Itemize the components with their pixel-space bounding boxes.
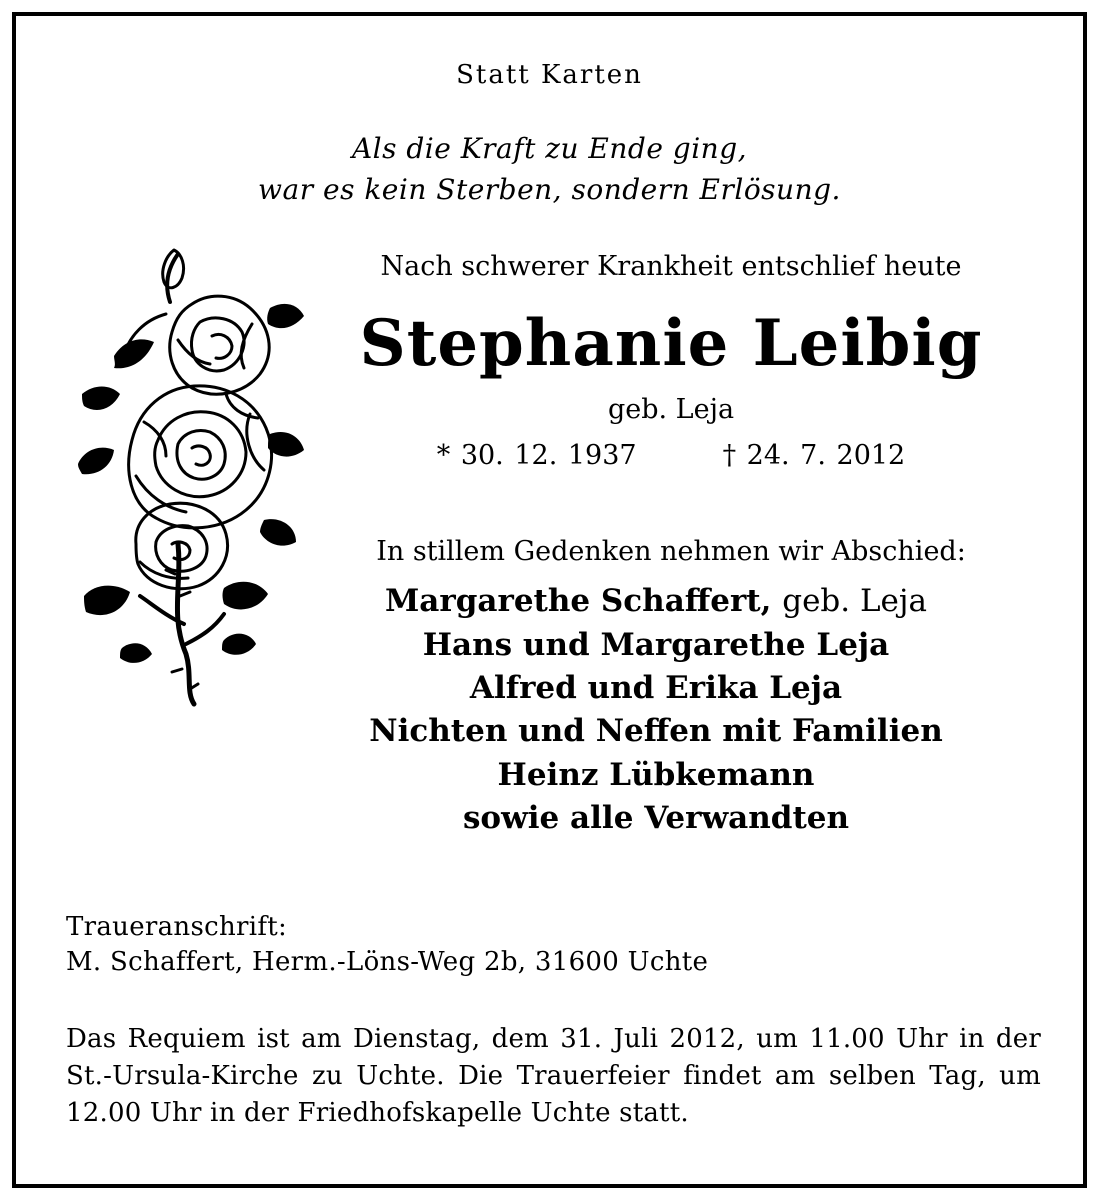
maiden-name: geb. Leja [607,394,735,425]
requiem-text: Das Requiem ist am Dienstag, dem 31. Juli 2012, um 11.00 Uhr in der St.-Ursula-Kirche zu Uchte. Die Trauerfeier findet am selben Tag, um 12.00 Uhr in der Friedhofskapelle Uchte statt. [66,1024,1041,1128]
address-label: Traueranschrift: [66,912,288,942]
mourner-name: Margarethe Schaffert, [384,583,772,619]
mourner-item [206,583,1099,619]
mourner-item [206,670,1099,706]
mourner-item [206,713,1099,749]
intro-text: Nach schwerer Krankheit entschlief heute [380,251,962,282]
life-dates [236,440,1099,471]
death-date: † 24. 7. 2012 [722,440,906,471]
mourner-item [206,627,1099,663]
mourner-name: Alfred und Erika Leja [469,670,843,706]
mourner-name: sowie alle Verwandten [462,800,850,836]
verse-line-1: Als die Kraft zu Ende ging, [351,132,748,165]
mourner-name: Heinz Lübkemann [497,757,815,793]
mourner-name: Nichten und Neffen mit Familien [369,713,943,749]
mourner-item [206,800,1099,836]
verse-line-2: war es kein Sterben, sondern Erlösung. [258,173,841,206]
mourner-name: Hans und Margarethe Leja [422,627,890,663]
farewell-text: In stillem Gedenken nehmen wir Abschied: [376,536,966,567]
mourner-suffix: geb. Leja [782,583,927,619]
header-note: Statt Karten [456,60,643,90]
obituary-notice [12,12,1087,1188]
address-line: M. Schaffert, Herm.-Löns-Weg 2b, 31600 Uchte [66,947,709,977]
mourner-item [206,757,1099,793]
birth-date: * 30. 12. 1937 [436,440,637,471]
deceased-name: Stephanie Leibig [359,306,983,381]
